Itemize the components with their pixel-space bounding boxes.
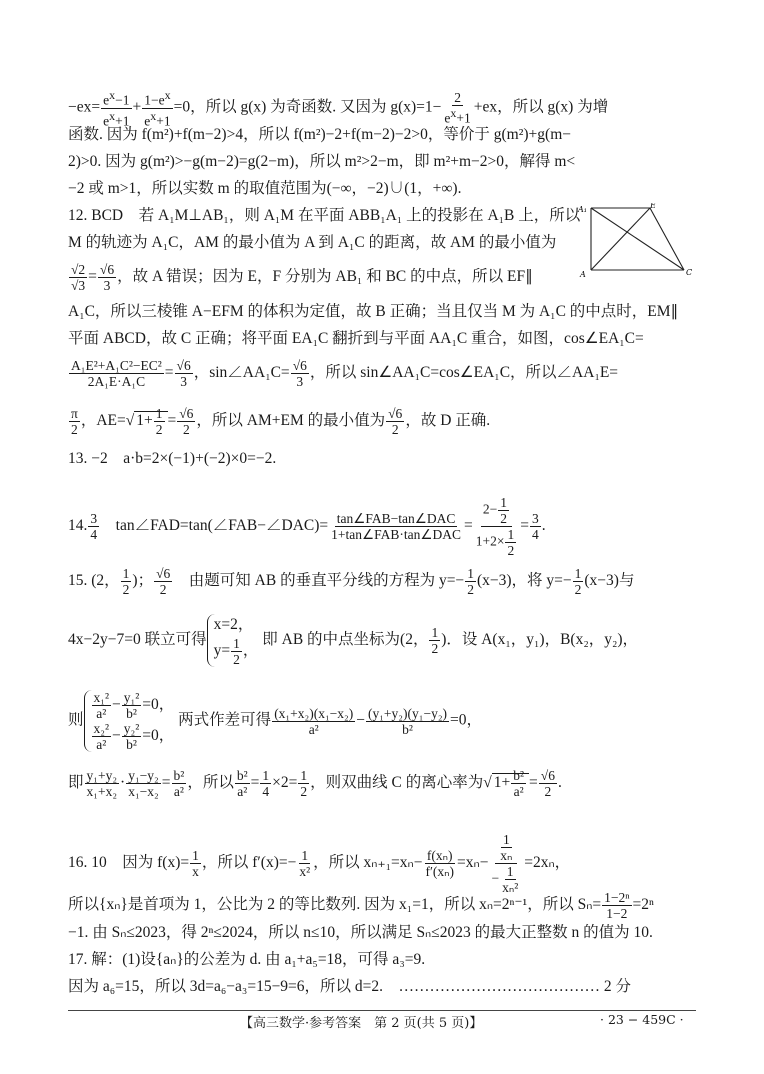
label-a: A: [580, 270, 586, 279]
line-1: −ex= $\frac{e^x-1}{e^x+1}$ + $\frac{1-e^x}{e^x+1}$ =0，所以 g(x) 为奇函数. 又因为 g(x)=1− $\frac{2}{e^x+1}$ +ex，所以 g(x) 为增: [68, 88, 609, 128]
text: 由题可知 AB 的垂直平分线的方程为 y=−: [188, 572, 465, 590]
text: ，所以: [187, 774, 234, 792]
line-4: −2 或 m>1，所以实数 m 的取值范围为(−∞，−2)∪(1，+∞).: [68, 180, 462, 197]
fraction: $\frac{e^x-1}{e^x+1}$: [103, 88, 130, 128]
text: ，所以 f′(x)=−: [201, 854, 297, 872]
text: −ex=: [68, 98, 101, 116]
text: 即 AB 的中点坐标为(2，: [262, 631, 429, 649]
text: (x−3)与: [584, 572, 635, 590]
text: =2ⁿ: [632, 896, 654, 914]
text: 16. 10 因为 f(x)=: [68, 854, 190, 872]
q15-line-a: 15. (2， $\frac{1}{2}$ )； $\frac{√6}{2}$ 由题可知 AB 的垂直平分线的方程为 y=− $\frac{1}{2}$ (x−3)，将 y=− $\frac{1}{2}$ (x−3)与: [68, 566, 635, 597]
label-e: E: [650, 203, 656, 210]
fraction: $\frac{3}{4}$: [90, 511, 98, 542]
text: 所以{xₙ}是首项为 1，公比为 2 的等比数列. 因为 x₁=1，所以 xₙ=2ⁿ⁻¹，所以 Sₙ=: [68, 896, 602, 914]
q17-line-b: 因为 a₆=15，所以 3d=a₆−a₃=15−9=6，所以 d=2. ………………………………… 2 分: [68, 978, 632, 995]
footer-rule: [68, 1010, 696, 1011]
q15-line-b: 4x−2y−7=0 联立可得 x=2， y= $\frac{1}{2}$ ， 即 AB 的中点坐标为(2， $\frac{1}{2}$ )．设 A(x₁，y₁)，B(x₂，y₂)，: [68, 616, 639, 667]
text: )．设 A(x₁，y₁)，B(x₂，y₂)，: [441, 631, 639, 649]
text: 则: [68, 711, 84, 729]
fraction: $\frac{√6}{3}$: [292, 358, 307, 389]
text: ，所以 AM+EM 的最小值为: [196, 412, 386, 430]
line-3: 2)>0. 因为 g(m²)>−g(m−2)=g(2−m)，所以 m²>2−m，即 m²+m−2>0，解得 m<: [68, 153, 576, 170]
q12-line-a: 12. BCD 若 A₁M⊥AB₁，则 A₁M 在平面 ABB₁A₁ 上的投影在 A₁B 上，所以: [68, 207, 581, 224]
text: ，所以 xₙ₊₁=xₙ−: [313, 854, 423, 872]
q14-line: 14. $\frac{3}{4}$ tan∠FAD=tan(∠FAB−∠DAC)= $\frac{\text{tan∠FAB−tan∠DAC}}{\text{1+tan∠FAB·tan∠DAC}}$ = 2− $\frac{1}{2}$ 1+2× $\frac{1}{2}$ = $\frac{3}{4}$ .: [68, 495, 546, 558]
text: =0，: [450, 711, 483, 729]
fraction: $\frac{2}{e^x+1}$: [444, 90, 471, 126]
footer-title: 【高三数学·参考答案 第 2 页(共 5 页)】: [240, 1016, 483, 1031]
footer-code: · 23 − 459C ·: [600, 1012, 684, 1027]
q16-line-c: −1. 由 Sₙ≤2023，得 2ⁿ≤2024，所以 n≤10，所以满足 Sₙ≤2023 的最大正整数 n 的值为 10.: [68, 924, 653, 941]
q16-line-b: 所以{xₙ}是首项为 1，公比为 2 的等比数列. 因为 x₁=1，所以 xₙ=2ⁿ⁻¹，所以 Sₙ= $\frac{\text{1−2ⁿ}}{1-2}$ =2ⁿ: [68, 890, 654, 921]
q15-line-d: 即 $\frac{\text{y₁+y₂}}{\text{x₁+x₂}}$ · $\frac{\text{y₁−y₂}}{\text{x₁−x₂}}$ = $\frac{\text{b²}}{\text{a²}}$ ，所以 $\frac{\text{b²}}{\text{a²}}$ = $\frac{1}{4}$ ×2= $\frac{1}{2}$ ，则双曲线 C 的离心率为√ 1+ $\frac{\text{b²}}{\text{a²}}$ = $\frac{√6}{2}$ .: [68, 768, 562, 799]
fraction: $\frac{√6}{3}$: [176, 358, 191, 389]
text: (x−3)，将 y=−: [476, 572, 572, 590]
fraction: $\frac{\text{tan∠FAB−tan∠DAC}}{\text{1+tan∠FAB·tan∠DAC}}$: [331, 511, 461, 542]
fraction: $\frac{\text{A₁E²+A₁C²−EC²}}{\text{2A₁E·A₁C}}$: [71, 358, 162, 389]
fraction: $\frac{\pi}{2}$: [71, 406, 78, 437]
text: 两式作差可得: [178, 711, 272, 729]
q12-line-e: 平面 ABCD，故 C 正确；将平面 EA₁C 翻折到与平面 AA₁C 重合，如图，cos∠EA₁C=: [68, 330, 644, 347]
geometry-figure: [577, 203, 695, 281]
text: ，AE=: [80, 412, 126, 430]
text: 4x−2y−7=0 联立可得: [68, 631, 207, 649]
fraction: $\frac{1-e^x}{e^x+1}$: [144, 88, 171, 128]
text: ，所以 g(x) 为奇函数. 又因为 g(x)=1−: [190, 98, 442, 116]
text: 即: [68, 774, 84, 792]
text: ，故 D 正确.: [405, 412, 491, 430]
q12-line-b: M 的轨迹为 A₁C，AM 的最小值为 A 到 A₁C 的距离，故 AM 的最小值为: [68, 234, 557, 251]
fraction: $\frac{√6}{2}$: [388, 406, 403, 437]
text: ，所以 sin∠AA₁C=cos∠EA₁C，所以∠AA₁E=: [309, 364, 619, 382]
q12-line-g: $\frac{\pi}{2}$ ，AE=√ 1+ $\frac{1}{2}$ = $\frac{√6}{2}$ ，所以 AM+EM 的最小值为 $\frac{√6}{2}$ ，故 D 正确.: [71, 406, 491, 437]
fraction: $\frac{√6}{2}$: [179, 406, 194, 437]
text: 14.: [68, 517, 88, 535]
q12-line-d: A₁C，所以三棱锥 A−EFM 的体积为定值，故 B 正确；当且仅当 M 为 A₁C 的中点时，EM∥: [68, 303, 679, 320]
text: 15. (2，: [68, 572, 120, 590]
fraction: $\frac{3}{4}$: [531, 511, 539, 542]
label-c: C: [686, 268, 693, 277]
q17-line-a: 17. 解：(1)设{aₙ}的公差为 d. 由 a₁+a₅=18，可得 a₃=9.: [68, 951, 426, 968]
fraction: 2− $\frac{1}{2}$ 1+2× $\frac{1}{2}$: [475, 495, 515, 558]
text: ，则双曲线 C 的离心率为: [310, 774, 484, 792]
text: −: [356, 711, 365, 729]
text: =xₙ−: [457, 854, 489, 872]
text: =2xₙ，: [524, 854, 571, 872]
q15-line-c: 则 $\frac{\text{x₁²}}{\text{a²}}$ − $\frac{\text{y₁²}}{\text{b²}}$ =0， $\frac{\text{x₂²}}{\text{a²}}$ − $\frac{\text{y₂²}}{\text{b²}}$ =0， 两式作差可得 $\frac{\text{(x₁+x₂)(x₁−x₂)}}{\text{a²}}$ − $\frac{\text{(y₁+y₂)(y₁−y₂)}}{\text{b²}}$ =0，: [68, 690, 483, 752]
q12-line-f: $\frac{\text{A₁E²+A₁C²−EC²}}{\text{2A₁E·A₁C}}$ = $\frac{√6}{3}$ ，sin∠AA₁C= $\frac{√6}{3}$ ，所以 sin∠AA₁C=cos∠EA₁C，所以∠AA₁E=: [71, 358, 619, 389]
text: +ex，所以 g(x) 为增: [473, 98, 609, 116]
text: ，故 A 错误；因为 E，F 分别为 AB₁ 和 BC 的中点，所以 EF∥: [117, 268, 533, 286]
fraction: $\frac{√6}{3}$: [99, 262, 115, 293]
label-a1: A₁: [578, 205, 587, 214]
text: ，sin∠AA₁C=: [193, 364, 290, 382]
fraction: $\frac{√2}{√3}$: [71, 262, 86, 293]
q13-line: 13. −2 a·b=2×(−1)+(−2)×0=−2.: [68, 450, 277, 467]
line-2: 函数. 因为 f(m²)+f(m−2)>4，所以 f(m²)−2+f(m−2)−2>0，等价于 g(m²)+g(m−: [68, 126, 571, 143]
q16-line-a: 16. 10 因为 f(x)= $\frac{1}{x}$ ，所以 f′(x)=− $\frac{1}{\text{x²}}$ ，所以 xₙ₊₁=xₙ− $\frac{\text{f(xₙ)}}{\text{f′(xₙ)}}$ =xₙ− $\frac{1}{\text{xₙ}}$ − $\frac{1}{\text{xₙ²}}$ =2xₙ，: [68, 832, 571, 895]
text: tan∠FAD=tan(∠FAB−∠DAC)=: [115, 517, 329, 535]
q12-line-c: $\frac{√2}{√3}$ = $\frac{√6}{3}$ ，故 A 错误；因为 E，F 分别为 AB₁ 和 BC 的中点，所以 EF∥: [71, 262, 533, 293]
